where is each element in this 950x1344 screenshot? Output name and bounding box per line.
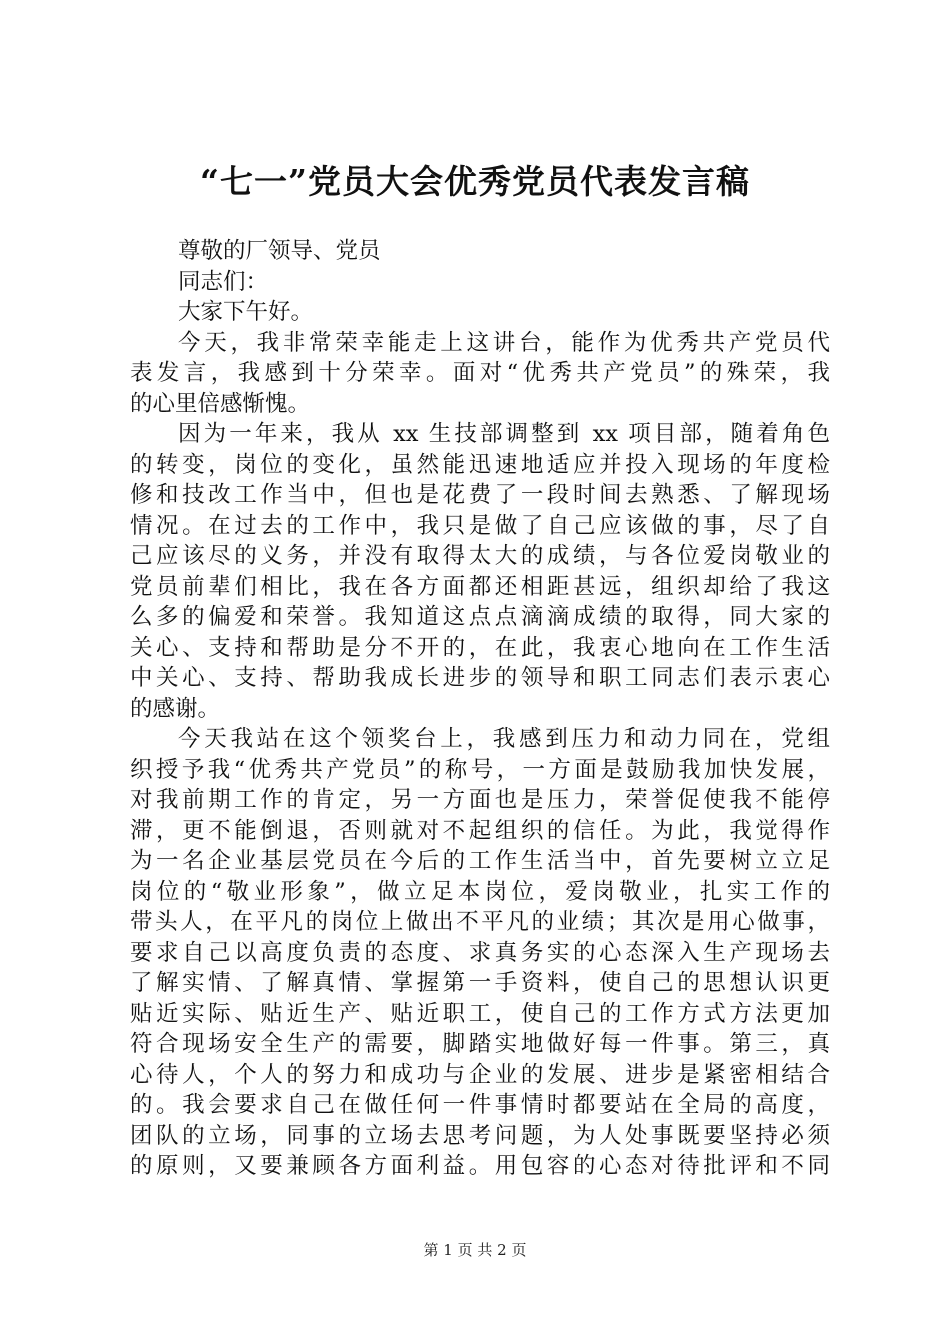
- salutation-line: 同志们：: [178, 268, 269, 295]
- paragraph-line: 因为一年来，我从 xx 生技部调整到 xx 项目部，随着角色: [178, 421, 830, 447]
- document-body: [130, 236, 830, 1182]
- paragraph-line: 中关心、支持、帮助我成长进步的领导和职工同志们表示衷心: [130, 665, 830, 691]
- page-number-footer: 第 1 页 共 2 页: [423, 1241, 527, 1259]
- paragraph-line: 对我前期工作的肯定，另一方面也是压力，荣誉促使我不能停: [130, 787, 830, 813]
- paragraph-line: 么多的偏爱和荣誉。我知道这点点滴滴成绩的取得，同大家的: [130, 604, 830, 630]
- paragraph-line: 的。我会要求自己在做任何一件事情时都要站在全局的高度，: [130, 1092, 830, 1118]
- salutation-line: 尊敬的厂领导、党员: [178, 238, 381, 264]
- paragraph-line: 关心、支持和帮助是分不开的，在此，我衷心地向在工作生活: [130, 634, 830, 661]
- paragraph-line: 带头人，在平凡的岗位上做出不平凡的业绩；其次是用心做事，: [130, 909, 830, 935]
- paragraph-line: 贴近实际、贴近生产、贴近职工，使自己的工作方式方法更加: [130, 1000, 830, 1027]
- paragraph-line: 今天，我非常荣幸能走上这讲台，能作为优秀共产党员代: [178, 329, 830, 356]
- paragraph-line: 情况。在过去的工作中，我只是做了自己应该做的事，尽了自: [130, 512, 830, 539]
- paragraph-line: 要求自己以高度负责的态度、求真务实的心态深入生产现场去: [130, 939, 830, 966]
- paragraph-line: 党员前辈们相比，我在各方面都还相距甚远，组织却给了我这: [130, 573, 830, 600]
- paragraph-line: 今天我站在这个领奖台上，我感到压力和动力同在，党组: [178, 726, 830, 752]
- document-title: “七一”党员大会优秀党员代表发言稿: [200, 162, 750, 201]
- paragraph-line: 的转变，岗位的变化，虽然能迅速地适应并投入现场的年度检: [130, 451, 830, 478]
- paragraph-line: 的心里倍感惭愧。: [130, 390, 311, 417]
- paragraph-line: 织授予我“优秀共产党员”的称号，一方面是鼓励我加快发展，: [130, 756, 830, 783]
- paragraph-line: 岗位的“敬业形象”，做立足本岗位，爱岗敬业，扎实工作的: [130, 878, 830, 905]
- paragraph-line: 修和技改工作当中，但也是花费了一段时间去熟悉、了解现场: [130, 482, 830, 508]
- paragraph-line: 的感谢。: [130, 695, 221, 722]
- paragraph-line: 的原则，又要兼顾各方面利益。用包容的心态对待批评和不同: [130, 1153, 830, 1179]
- paragraph-line: 表发言，我感到十分荣幸。面对“优秀共产党员”的殊荣，我: [130, 360, 830, 386]
- paragraph-line: 团队的立场，同事的立场去思考问题，为人处事既要坚持必须: [130, 1122, 830, 1149]
- paragraph-line: 符合现场安全生产的需要，脚踏实地做好每一件事。第三，真: [130, 1031, 830, 1057]
- greeting-line: 大家下午好。: [178, 299, 314, 325]
- paragraph-line: 了解实情、了解真情、掌握第一手资料，使自己的思想认识更: [130, 970, 830, 996]
- paragraph-line: 己应该尽的义务，并没有取得太大的成绩，与各位爱岗敬业的: [130, 543, 830, 569]
- paragraph-line: 为一名企业基层党员在今后的工作生活当中，首先要树立立足: [130, 848, 830, 874]
- paragraph-line: 滞，更不能倒退，否则就对不起组织的信任。为此，我觉得作: [130, 817, 830, 844]
- paragraph-line: 心待人，个人的努力和成功与企业的发展、进步是紧密相结合: [130, 1061, 830, 1088]
